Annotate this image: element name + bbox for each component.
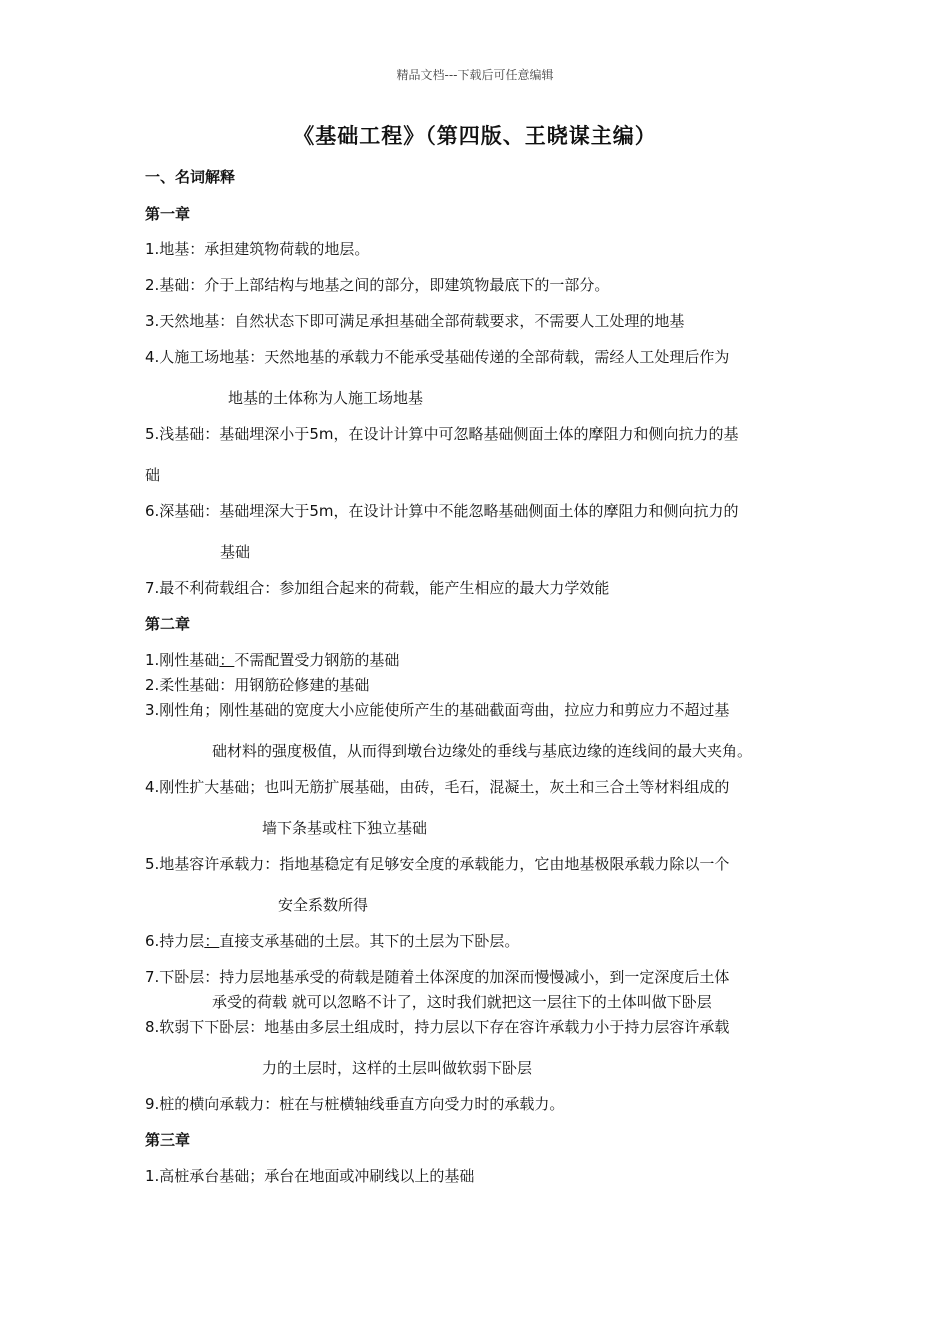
term-definition-continuation: 基础 bbox=[220, 543, 251, 561]
term-definition-continuation: 础材料的强度极值，从而得到墩台边缘处的垂线与基底边缘的连线间的最大夹角。 bbox=[212, 742, 753, 760]
term-definition: 5.地基容许承载力：指地基稳定有足够安全度的承载能力，它由地基极限承载力除以一个 bbox=[145, 855, 730, 873]
term-definition: 8.软弱下下卧层：地基由多层土组成时，持力层以下存在容许承载力小于持力层容许承载 bbox=[145, 1018, 730, 1036]
term-text: 直接支承基础的土层。其下的土层为下卧层。 bbox=[219, 932, 520, 950]
term-text: 不需配置受力钢筋的基础 bbox=[234, 651, 400, 669]
term-definition bbox=[145, 649, 399, 670]
term-label: 1.刚性基础 bbox=[145, 651, 220, 669]
term-definition-continuation: 安全系数所得 bbox=[278, 896, 369, 914]
term-definition: 7.最不利荷载组合：参加组合起来的荷载，能产生相应的最大力学效能 bbox=[145, 579, 610, 597]
underlined-colon: ： bbox=[219, 651, 235, 669]
term-definition: 4.人施工场地基：天然地基的承载力不能承受基础传递的全部荷载，需经人工处理后作为 bbox=[145, 348, 730, 366]
term-definition: 3.天然地基：自然状态下即可满足承担基础全部荷载要求，不需要人工处理的地基 bbox=[145, 312, 685, 330]
term-definition-continuation: 力的土层时，这样的土层叫做软弱下卧层 bbox=[262, 1059, 533, 1077]
term-definition-continuation: 承受的荷载 就可以忽略不计了，这时我们就把这一层往下的土体叫做下卧层 bbox=[212, 993, 712, 1011]
term-definition bbox=[145, 930, 519, 951]
term-definition: 2.基础：介于上部结构与地基之间的部分，即建筑物最底下的一部分。 bbox=[145, 276, 610, 294]
document-title: 《基础工程》（第四版、王晓谋主编） bbox=[293, 124, 657, 148]
term-definition: 7.下卧层：持力层地基承受的荷载是随着土体深度的加深而慢慢减小，到一定深度后土体 bbox=[145, 968, 730, 986]
term-definition-continuation: 地基的土体称为人施工场地基 bbox=[228, 389, 424, 407]
page-header: 精品文档---下载后可任意编辑 bbox=[396, 68, 554, 82]
underlined-colon: ： bbox=[204, 932, 220, 950]
term-definition-continuation: 础 bbox=[145, 466, 161, 484]
chapter-heading: 第一章 bbox=[145, 205, 191, 223]
term-definition: 9.桩的横向承载力：桩在与桩横轴线垂直方向受力时的承载力。 bbox=[145, 1095, 565, 1113]
term-label: 6.持力层 bbox=[145, 932, 205, 950]
section-heading: 一、名词解释 bbox=[145, 168, 236, 186]
term-definition: 2.柔性基础：用钢筋砼修建的基础 bbox=[145, 676, 370, 694]
term-definition: 4.刚性扩大基础；也叫无筋扩展基础，由砖，毛石，混凝土，灰土和三合土等材料组成的 bbox=[145, 778, 730, 796]
term-definition: 1.地基：承担建筑物荷载的地层。 bbox=[145, 240, 370, 258]
term-definition: 6.深基础：基础埋深大于5m，在设计计算中不能忽略基础侧面土体的摩阻力和侧向抗力的 bbox=[145, 502, 739, 520]
term-definition: 3.刚性角；刚性基础的宽度大小应能使所产生的基础截面弯曲，拉应力和剪应力不超过基 bbox=[145, 701, 730, 719]
term-definition: 1.高桩承台基础；承台在地面或冲刷线以上的基础 bbox=[145, 1167, 475, 1185]
term-definition: 5.浅基础：基础埋深小于5m，在设计计算中可忽略基础侧面土体的摩阻力和侧向抗力的基 bbox=[145, 425, 739, 443]
chapter-heading: 第三章 bbox=[145, 1131, 191, 1149]
term-definition-continuation: 墙下条基或柱下独立基础 bbox=[262, 819, 428, 837]
chapter-heading: 第二章 bbox=[145, 615, 191, 633]
